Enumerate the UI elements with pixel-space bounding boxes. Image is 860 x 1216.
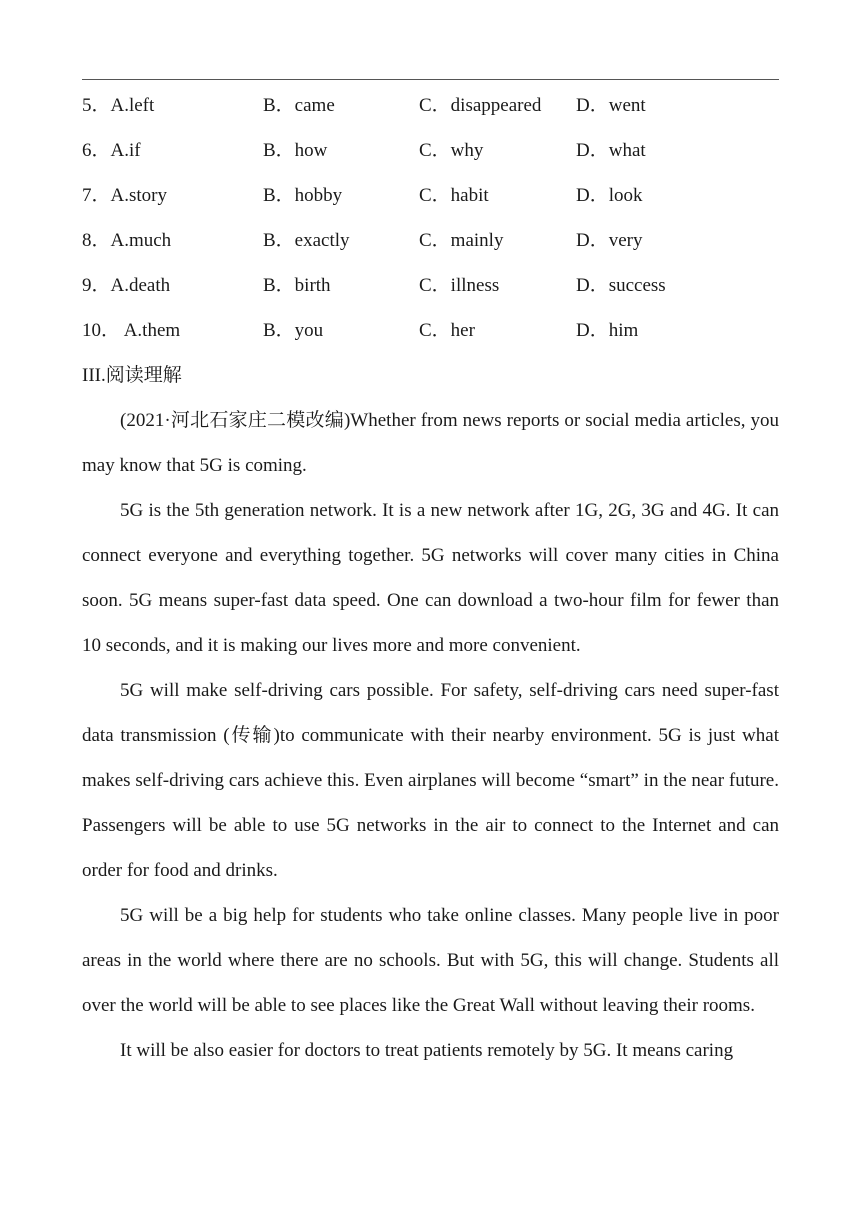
option-row-5 [82, 83, 779, 128]
option-a: 8．A.much [82, 230, 172, 251]
option-d: D．went [576, 95, 646, 116]
option-b: B．came [263, 95, 335, 116]
option-d: D．very [576, 230, 643, 251]
option-row-10 [82, 308, 779, 353]
option-c: C．illness [419, 275, 500, 296]
option-c: C．her [419, 320, 475, 341]
option-b: B．hobby [263, 185, 343, 206]
option-b: B．you [263, 320, 324, 341]
header-rule [82, 79, 779, 80]
option-d: D．look [576, 185, 643, 206]
option-c: C．mainly [419, 230, 504, 251]
option-c: C．why [419, 140, 484, 161]
paragraph: 5G will make self-driving cars possible. For safety, self-driving cars need super-fast data transmission (传输)to communicate with their nearby environment. 5G is just what makes self-driving cars achieve this. Even airplanes will become “smart” in the near future. Passengers will be able to use 5G networks in the air to connect to the Internet and can order for food and drinks. [82, 680, 779, 881]
option-row-6 [82, 128, 779, 173]
option-d: D．success [576, 275, 666, 296]
answer-options [82, 83, 779, 353]
option-c: C．disappeared [419, 95, 542, 116]
option-row-9 [82, 263, 779, 308]
paragraph: 5G will be a big help for students who take online classes. Many people live in poor areas in the world where there are no schools. But with 5G, this will change. Students all over the world will be able to see places like the Great Wall without leaving their rooms. [82, 905, 779, 1016]
option-d: D．him [576, 320, 639, 341]
section-title: III.阅读理解 [82, 365, 182, 386]
option-a: 6．A.if [82, 140, 141, 161]
option-a: 5．A.left [82, 95, 155, 116]
paragraph: (2021·河北石家庄二模改编)Whether from news reports or social media articles, you may know that 5G is coming. [82, 410, 779, 476]
option-a: 7．A.story [82, 185, 167, 206]
option-b: B．how [263, 140, 328, 161]
reading-passage [82, 398, 779, 1073]
option-a: 10． A.them [82, 320, 181, 341]
option-c: C．habit [419, 185, 489, 206]
option-b: B．birth [263, 275, 331, 296]
option-a: 9．A.death [82, 275, 171, 296]
option-d: D．what [576, 140, 646, 161]
option-row-8 [82, 218, 779, 263]
option-b: B．exactly [263, 230, 350, 251]
paragraph: 5G is the 5th generation network. It is a new network after 1G, 2G, 3G and 4G. It can connect everyone and everything together. 5G networks will cover many cities in China soon. 5G means super-fast data speed. One can download a two-hour film for fewer than 10 seconds, and it is making our lives more and more convenient. [82, 500, 779, 656]
paragraph: It will be also easier for doctors to treat patients remotely by 5G. It means caring [120, 1040, 734, 1061]
option-row-7 [82, 173, 779, 218]
